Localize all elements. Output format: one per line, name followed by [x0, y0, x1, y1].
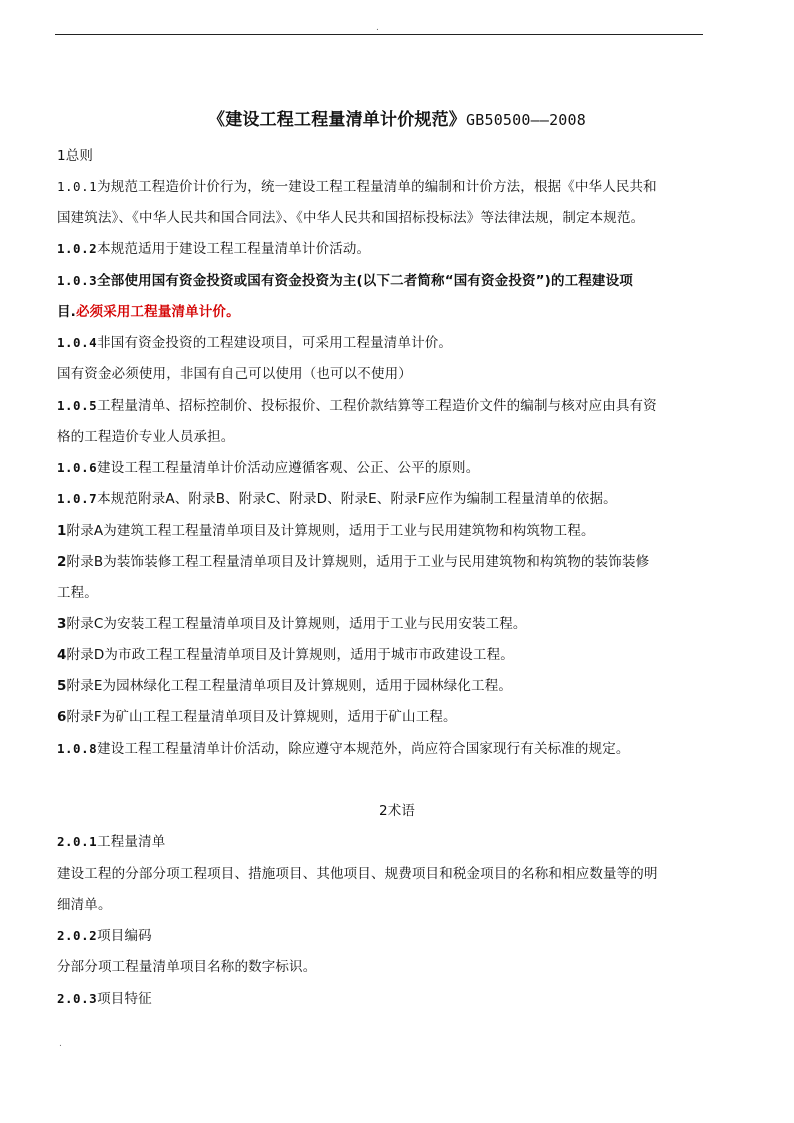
appendix-item-5 [57, 676, 705, 696]
title-code: GB50500——2008 [466, 111, 586, 129]
clause-number: 1.0.7 [57, 491, 98, 506]
clause-text: 建设工程工程量清单计价活动，除应遵守本规范外，尚应符合国家现行有关标准的规定。 [97, 741, 630, 757]
clause-number: 1.0.8 [57, 741, 98, 756]
footer-dot: . [59, 1039, 62, 1049]
item-number: 1 [57, 523, 67, 539]
appendix-item-3 [57, 614, 705, 634]
clause-text: 全部使用国有资金投资或国有资金投资为主(以下二者简称“国有资金投资”)的工程建设项 [97, 273, 633, 289]
clause-text: 建设工程工程量清单计价活动应遵循客观、公正、公平的原则。 [97, 460, 480, 476]
clause-1-0-1-line2: 国建筑法》、《中华人民共和国合同法》、《中华人民共和国招标投标法》等法律法规，制定本规范。 [57, 210, 645, 226]
term-2-0-3 [57, 989, 705, 1009]
clause-text: 目. [57, 304, 76, 320]
clause-number: 1.0.5 [57, 398, 98, 413]
item-number: 4 [57, 647, 67, 663]
appendix-item-6 [57, 707, 705, 727]
clause-text: 本规范适用于建设工程工程量清单计价活动。 [97, 241, 371, 257]
document-title [0, 109, 794, 131]
clause-text: 为规范工程造价计价行为，统一建设工程工程量清单的编制和计价方法，根据《中华人民共和 [97, 179, 657, 195]
appendix-item-4 [57, 645, 705, 665]
section-heading-terms: 2术语 [378, 803, 416, 819]
header-dot: . [376, 23, 379, 33]
clause-1-0-4-note: 国有资金必须使用，非国有自己可以使用（也可以不使用） [57, 366, 412, 382]
clause-number: 1.0.3 [57, 273, 98, 288]
term-2-0-1-def-line1: 建设工程的分部分项工程项目、措施项目、其他项目、规费项目和税金项目的名称和相应数量等的明 [57, 866, 658, 882]
clause-1-0-7 [57, 489, 705, 509]
term-label: 项目编码 [97, 928, 152, 944]
item-text: 附录E为园林绿化工程工程量清单项目及计算规则，适用于园林绿化工程。 [66, 678, 513, 694]
item-text: 附录D为市政工程工程量清单项目及计算规则，适用于城市市政建设工程。 [66, 647, 514, 663]
item-text: 附录B为装饰装修工程工程量清单项目及计算规则，适用于工业与民用建筑物和构筑物的装饰装修 [66, 554, 650, 570]
term-label: 项目特征 [97, 991, 152, 1007]
term-2-0-1 [57, 832, 705, 852]
item-text: 附录A为建筑工程工程量清单项目及计算规则，适用于工业与民用建筑物和构筑物工程。 [66, 523, 595, 539]
term-2-0-2 [57, 926, 705, 946]
clause-1-0-2 [57, 239, 705, 259]
title-main: 《建设工程工程量清单计价规范》 [208, 110, 466, 130]
clause-emphasis-red: 必须采用工程量清单计价。 [75, 304, 240, 320]
section-heading-general [57, 146, 705, 166]
item-number: 3 [57, 616, 67, 632]
term-number: 2.0.2 [57, 928, 98, 943]
term-number: 2.0.1 [57, 834, 98, 849]
appendix-item-1 [57, 521, 705, 541]
header-rule [55, 34, 703, 35]
clause-1-0-3-line2 [57, 302, 705, 322]
clause-number: 1.0.6 [57, 460, 98, 475]
clause-1-0-1-line1 [57, 177, 705, 197]
appendix-item-2-cont: 工程。 [57, 585, 98, 601]
item-number: 2 [57, 554, 67, 570]
item-text: 附录C为安装工程工程量清单项目及计算规则，适用于工业与民用安装工程。 [66, 616, 527, 632]
appendix-item-2 [57, 552, 705, 572]
clause-1-0-5-line2: 格的工程造价专业人员承担。 [57, 429, 235, 445]
clause-text: 工程量清单、招标控制价、投标报价、工程价款结算等工程造价文件的编制与核对应由具有资 [97, 398, 657, 414]
clause-number: 1.0.4 [57, 335, 98, 350]
clause-1-0-3-line1 [57, 271, 705, 291]
clause-1-0-4 [57, 333, 705, 353]
item-text: 附录F为矿山工程工程量清单项目及计算规则，适用于矿山工程。 [66, 709, 457, 725]
clause-text: 非国有资金投资的工程建设项目，可采用工程量清单计价。 [97, 335, 453, 351]
clause-text: 本规范附录A、附录B、附录C、附录D、附录E、附录F应作为编制工程量清单的依据。 [97, 491, 617, 507]
term-2-0-1-def-line2: 细清单。 [57, 897, 112, 913]
item-number: 5 [57, 678, 67, 694]
clause-1-0-6 [57, 458, 705, 478]
item-number: 6 [57, 709, 67, 725]
term-2-0-2-def: 分部分项工程量清单项目名称的数字标识。 [57, 959, 317, 975]
term-label: 工程量清单 [97, 834, 166, 850]
clause-1-0-5-line1 [57, 396, 705, 416]
clause-1-0-8 [57, 739, 705, 759]
term-number: 2.0.3 [57, 991, 98, 1006]
clause-number: 1.0.2 [57, 241, 98, 256]
section-heading-text: 1总则 [57, 148, 94, 164]
clause-number: 1.0.1 [57, 179, 98, 194]
